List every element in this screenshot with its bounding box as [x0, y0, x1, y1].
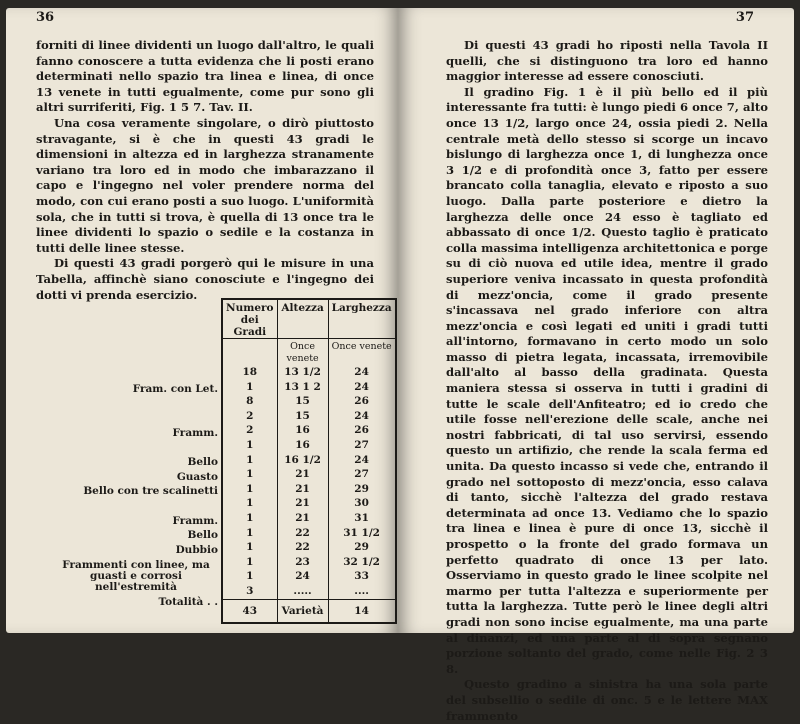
- cell-altezza: 16 1/2: [277, 453, 328, 468]
- cell-larghezza: 30: [328, 496, 396, 511]
- cell-larghezza: 27: [328, 467, 396, 482]
- cell-larghezza: 24: [328, 365, 396, 380]
- cell-larghezza: 31 1/2: [328, 526, 396, 541]
- cell-gradi: 1: [246, 541, 254, 554]
- cell-gradi: 1: [246, 380, 254, 393]
- cell-gradi: 1: [246, 482, 254, 495]
- cell-larghezza: 24: [328, 453, 396, 468]
- cell-altezza: 23: [277, 555, 328, 570]
- paragraph: Una cosa veramente singolare, o dirò piuttosto stravagante, si è che in questi 43 gradi le dimensioni in altezza ed in larghezza stranamente variano tra loro ed in modo che imbarazzano il capo e l'ingegno nel voler prendere norma del modo, con cui erano posti a suo luogo. L'uniformità sola, che in tutti si trova, è quella di 13 once tra le linee dividenti lo spazio o sedile e la costanza in tutti delle linee stesse.: [36, 115, 374, 255]
- cell-gradi: 1: [246, 453, 254, 466]
- table-row: [222, 453, 396, 468]
- row-label: Guasto: [176, 470, 218, 483]
- page-number: 36: [36, 10, 55, 25]
- cell-larghezza: 26: [328, 423, 396, 438]
- cell-altezza: 21: [277, 467, 328, 482]
- table-row: [222, 569, 396, 584]
- cell-gradi: 8: [246, 395, 254, 408]
- cell-altezza: .....: [277, 584, 328, 599]
- cell-altezza: 16: [277, 438, 328, 453]
- table-header: Altezza: [277, 299, 328, 339]
- row-label: Framm.: [172, 514, 218, 527]
- cell-altezza: 15: [277, 394, 328, 409]
- total-gradi: 43: [222, 599, 277, 623]
- table-row: [222, 409, 396, 424]
- table-row: [222, 584, 396, 599]
- cell-larghezza: 33: [328, 569, 396, 584]
- table-row: [222, 438, 396, 453]
- table-row: [222, 555, 396, 570]
- cell-gradi: 1: [246, 438, 254, 451]
- paragraph: Questo gradino a sinistra ha una sola parte del subsellio o sedile di onc. 5 e le lettere MAX frammento: [446, 677, 768, 723]
- table-row: [222, 511, 396, 526]
- row-label: Bello: [187, 529, 218, 542]
- cell-larghezza: 29: [328, 540, 396, 555]
- cell-larghezza: 26: [328, 394, 396, 409]
- table-row: [222, 365, 396, 380]
- cell-altezza: 13 1 2: [277, 380, 328, 395]
- row-label: Frammenti con linee, ma guasti e corrosi nell'estremità: [62, 559, 210, 593]
- cell-gradi: 3: [246, 584, 254, 597]
- measurements-table-area: [6, 288, 398, 617]
- table-row: [222, 467, 396, 482]
- cell-gradi: 1: [246, 570, 254, 583]
- cell-gradi: 1: [246, 511, 254, 524]
- table-row: [222, 423, 396, 438]
- cell-larghezza: 27: [328, 438, 396, 453]
- cell-larghezza: 24: [328, 380, 396, 395]
- table-row: [222, 526, 396, 541]
- cell-gradi: 18: [242, 366, 258, 378]
- row-label: Framm.: [172, 427, 218, 439]
- left-page-text: [36, 38, 374, 303]
- cell-gradi: 1: [246, 497, 254, 510]
- right-page-text: [446, 38, 768, 724]
- cell-altezza: 22: [277, 526, 328, 541]
- paragraph: Il gradino Fig. 1 è il più bello ed il più interessante fra tutti: è lungo piedi 6 once 7, alto once 13 1/2, largo once 24, ossia piedi 2. Nella centrale metà dello stesso si scorge un incavo bislungo di larghezza once 1, di lunghezza once 3 1/2 e di profondità once 3, fatto per essere brancato colla tanaglia, elevato e riposto a suo luogo. Dalla parte posteriore e dietro la larghezza delle once 24 esso è tagliato ed abbassato di once 1/2. Questo taglio è praticato colla massima intelligenza architettonica e porge su di ciò nuova ed utile idea, mentre il grado superiore veniva incassato in questa profondità di mezz'oncia, come il grado presente s'incassava nel grado inferiore con altra mezz'oncia e così legati ed uniti i gradi tutti all'intorno, formavano in certo modo un solo masso di pietra legata, incassata, irremovibile dall'alto al basso della gradinata. Questa maniera stessa si osserva in tutti i gradini di tutte le scale dell'Anfiteatro; ed io credo che utile fosse nell'erezione delle scale, anche nei nostri fabbricati, di tal uso servirsi, essendo questo un artifizio, che rende la scala ferma ed unita. Da questo incasso si vede che, entrando il grado nel sottoposto di mezz'oncia, esso calava di tanto, sicchè l'altezza del grado restava determinata ad once 13. Vediamo che lo spazio tra linea e linea è pure di once 13, sicchè il prospetto o la fronte del grado formava un perfetto quadrato di once 13 per lato. Osserviamo in questo grado le linee scolpite nel marmo per tutta l'altezza e superiormente per tutta la larghezza. Tutte però le linee degli altri gradi non sono incise egualmente, ma una parte al dinanzi, ed una parte al di sopra segnano porzione soltanto del grado, come nelle Fig. 2 3 8.: [446, 84, 768, 676]
- cell-altezza: 24: [277, 569, 328, 584]
- page-number: 37: [735, 10, 754, 25]
- table-row: [222, 482, 396, 497]
- paragraph: Di questi 43 gradi porgerò qui le misure in una Tabella, affinchè siano conosciute e l'ingegno dei dotti vi prenda esercizio.: [36, 256, 374, 302]
- cell-gradi: 2: [246, 424, 254, 437]
- cell-altezza: 15: [277, 409, 328, 424]
- table-row: [222, 380, 396, 395]
- total-larghezza: 14: [328, 599, 396, 623]
- row-label: Bello con tre scalinetti: [83, 485, 218, 498]
- paragraph: forniti di linee dividenti un luogo dall'altro, le quali fanno conoscere a tutta evidenza che li posti erano determinati nello spazio tra linea e linea, di once 13 venete in tutti egualmente, come pur sono gli altri surriferiti, Fig. 1 5 7. Tav. II.: [36, 38, 374, 115]
- cell-altezza: 21: [277, 511, 328, 526]
- cell-gradi: 1: [246, 555, 254, 568]
- measurements-table: [221, 298, 397, 624]
- row-label: Bello: [187, 456, 218, 469]
- table-row: [222, 496, 396, 511]
- paragraph: Di questi 43 gradi ho riposti nella Tavola II quelli, che si distinguono tra loro ed hanno maggior interesse ad essere conosciuti.: [446, 38, 768, 84]
- total-row: [222, 599, 396, 623]
- cell-altezza: 16: [277, 423, 328, 438]
- cell-larghezza: 29: [328, 482, 396, 497]
- cell-gradi: 1: [246, 526, 254, 539]
- left-page: [6, 8, 398, 633]
- right-page: [398, 8, 794, 723]
- table-row: [222, 540, 396, 555]
- table-header: Numero dei Gradi: [226, 302, 274, 338]
- row-label: Dubbio: [175, 543, 218, 556]
- cell-larghezza: 24: [328, 409, 396, 424]
- table-subheader: Once venete: [277, 339, 328, 366]
- cell-larghezza: ....: [328, 584, 396, 599]
- cell-larghezza: 32 1/2: [328, 555, 396, 570]
- cell-altezza: 21: [277, 482, 328, 497]
- cell-gradi: 1: [246, 468, 254, 481]
- cell-altezza: 21: [277, 496, 328, 511]
- cell-larghezza: 31: [328, 511, 396, 526]
- table-header: Larghezza: [328, 299, 396, 339]
- cell-altezza: 22: [277, 540, 328, 555]
- total-altezza: Varietà: [277, 599, 328, 623]
- cell-altezza: 13 1/2: [277, 365, 328, 380]
- total-label: Totalità . .: [158, 595, 218, 608]
- table-row: [222, 394, 396, 409]
- row-label: Fram. con Let.: [132, 383, 218, 396]
- table-subheader: [222, 339, 277, 366]
- table-subheader: Once venete: [328, 339, 396, 366]
- cell-gradi: 2: [246, 409, 254, 422]
